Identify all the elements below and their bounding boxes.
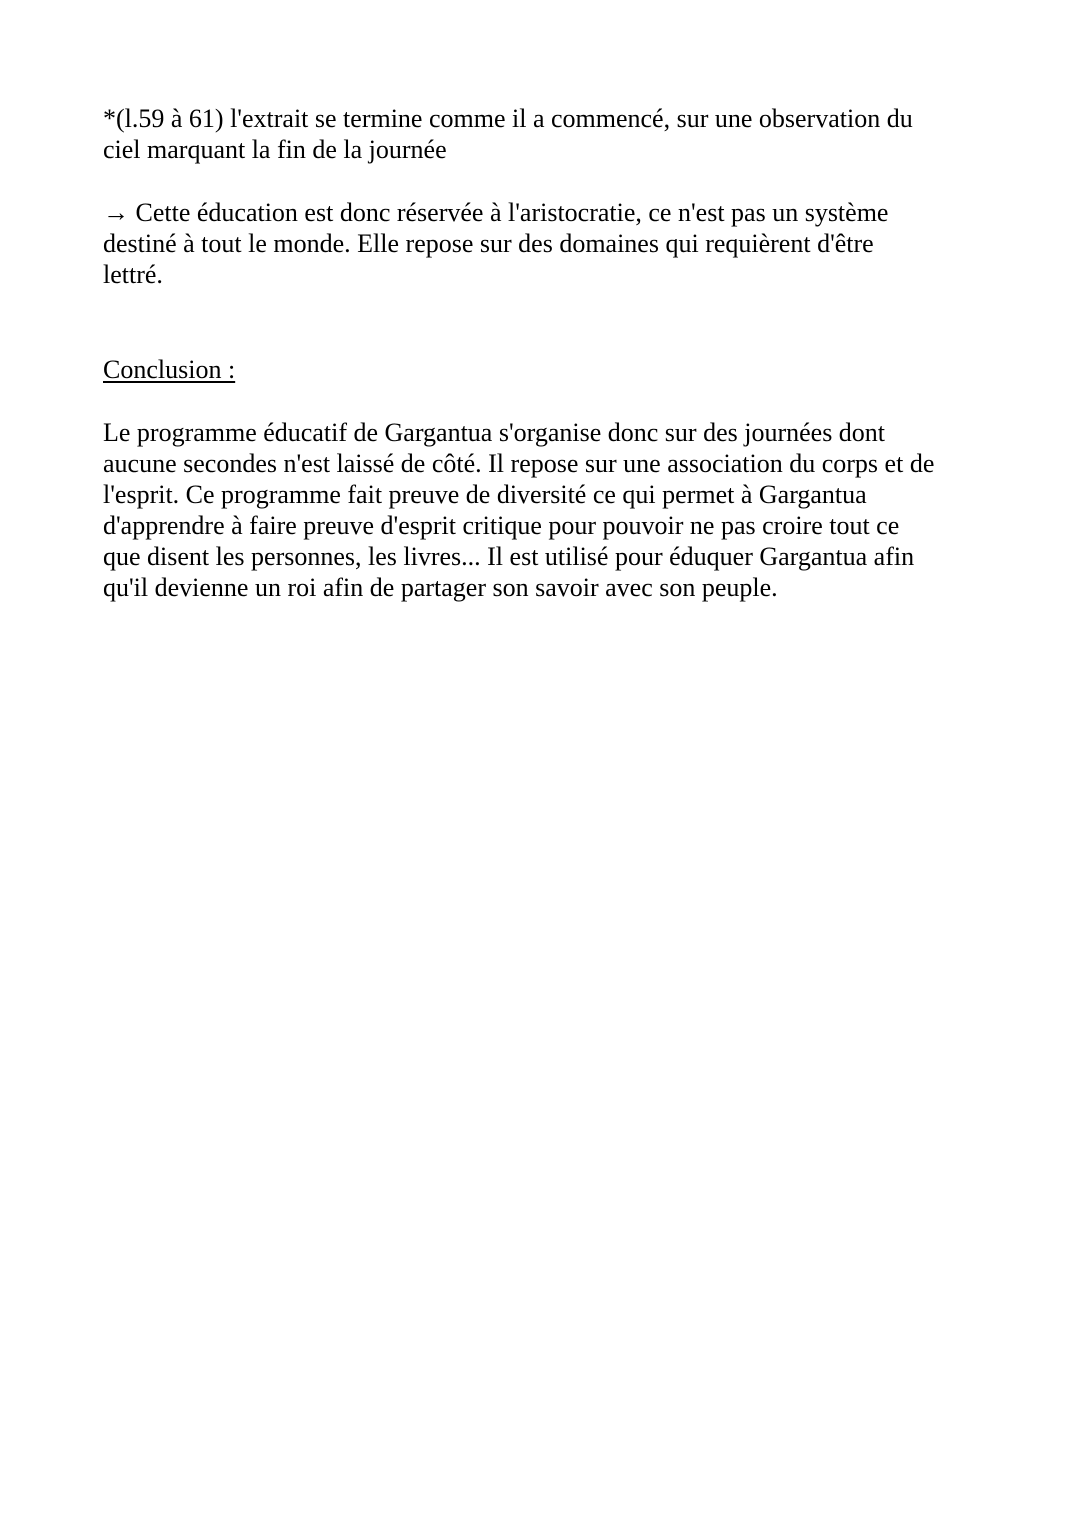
paragraph-line: que disent les personnes, les livres... Il est utilisé pour éduquer Gargantua afin [103,542,915,571]
paragraph-line: → Cette éducation est donc réservée à l'aristocratie, ce n'est pas un système [103,198,889,227]
paragraph-line: qu'il devienne un roi afin de partager son savoir avec son peuple. [103,573,778,602]
paragraph-observation [103,103,913,165]
paragraph-line: lettré. [103,260,163,289]
paragraph-line: ciel marquant la fin de la journée [103,135,447,164]
paragraph-line: d'apprendre à faire preuve d'esprit critique pour pouvoir ne pas croire tout ce [103,511,900,540]
paragraph-aristocratie [103,197,888,290]
paragraph-line: *(l.59 à 61) l'extrait se termine comme il a commencé, sur une observation du [103,104,913,133]
paragraph-line: Le programme éducatif de Gargantua s'organise donc sur des journées dont [103,418,886,447]
conclusion-heading: Conclusion : [103,355,236,384]
conclusion-paragraph [103,417,934,603]
paragraph-line: destiné à tout le monde. Elle repose sur des domaines qui requièrent d'être [103,229,874,258]
paragraph-line: aucune secondes n'est laissé de côté. Il repose sur une association du corps et de [103,449,935,478]
paragraph-line: l'esprit. Ce programme fait preuve de diversité ce qui permet à Gargantua [103,480,867,509]
